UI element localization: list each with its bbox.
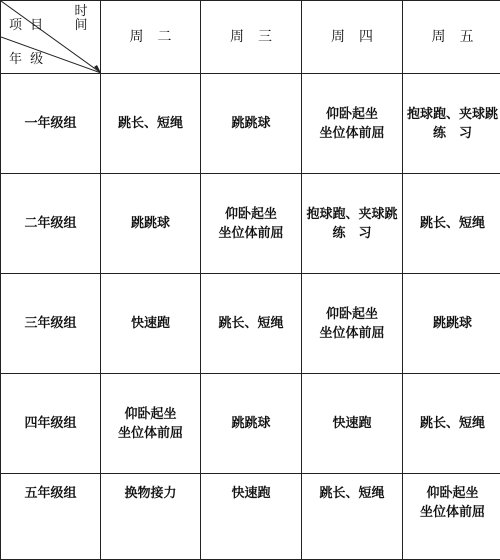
table-row bbox=[1, 474, 500, 560]
grade-cell: 一年级组 bbox=[1, 74, 101, 174]
activity-cell: 跳长、短绳 bbox=[101, 74, 201, 174]
activity-cell: 跳长、短绳 bbox=[403, 174, 500, 274]
activity-cell: 抱球跑、夹球跳 练 习 bbox=[403, 74, 500, 174]
time-label: 时间 bbox=[73, 5, 89, 33]
grade-cell: 四年级组 bbox=[1, 374, 101, 474]
day-label: 周二 bbox=[116, 28, 186, 47]
table-row bbox=[1, 74, 500, 174]
activity-cell: 仰卧起坐 坐位体前屈 bbox=[302, 74, 403, 174]
header-row bbox=[1, 1, 500, 74]
activity-cell: 跳长、短绳 bbox=[302, 474, 403, 560]
activity-cell: 跳长、短绳 bbox=[201, 274, 302, 374]
activity-cell: 抱球跑、夹球跳 练 习 bbox=[302, 174, 403, 274]
item-label: 项 目 bbox=[9, 19, 45, 33]
table-row bbox=[1, 274, 500, 374]
activity-cell: 快速跑 bbox=[201, 474, 302, 560]
day-label: 周五 bbox=[418, 28, 488, 47]
activity-cell: 换物接力 bbox=[101, 474, 201, 560]
day-label: 周四 bbox=[317, 28, 387, 47]
grade-cell: 三年级组 bbox=[1, 274, 101, 374]
activity-cell: 仰卧起坐 坐位体前屈 bbox=[101, 374, 201, 474]
activity-cell: 跳跳球 bbox=[403, 274, 500, 374]
grade-cell: 二年级组 bbox=[1, 174, 101, 274]
day-header-wed bbox=[201, 1, 302, 74]
activity-cell: 跳跳球 bbox=[201, 74, 302, 174]
activity-cell: 仰卧起坐 坐位体前屈 bbox=[403, 474, 500, 560]
activity-cell: 快速跑 bbox=[302, 374, 403, 474]
day-header-tue bbox=[101, 1, 201, 74]
grade-label: 年 级 bbox=[9, 53, 45, 67]
table-row bbox=[1, 174, 500, 274]
activity-cell: 跳长、短绳 bbox=[403, 374, 500, 474]
table-row bbox=[1, 374, 500, 474]
activity-cell: 快速跑 bbox=[101, 274, 201, 374]
grade-cell: 五年级组 bbox=[1, 474, 101, 560]
day-header-thu bbox=[302, 1, 403, 74]
activity-cell: 跳跳球 bbox=[201, 374, 302, 474]
activity-cell: 仰卧起坐 坐位体前屈 bbox=[302, 274, 403, 374]
activity-cell: 跳跳球 bbox=[101, 174, 201, 274]
day-header-fri bbox=[403, 1, 500, 74]
corner-cell bbox=[1, 1, 101, 74]
activity-cell: 仰卧起坐 坐位体前屈 bbox=[201, 174, 302, 274]
day-label: 周三 bbox=[216, 28, 286, 47]
